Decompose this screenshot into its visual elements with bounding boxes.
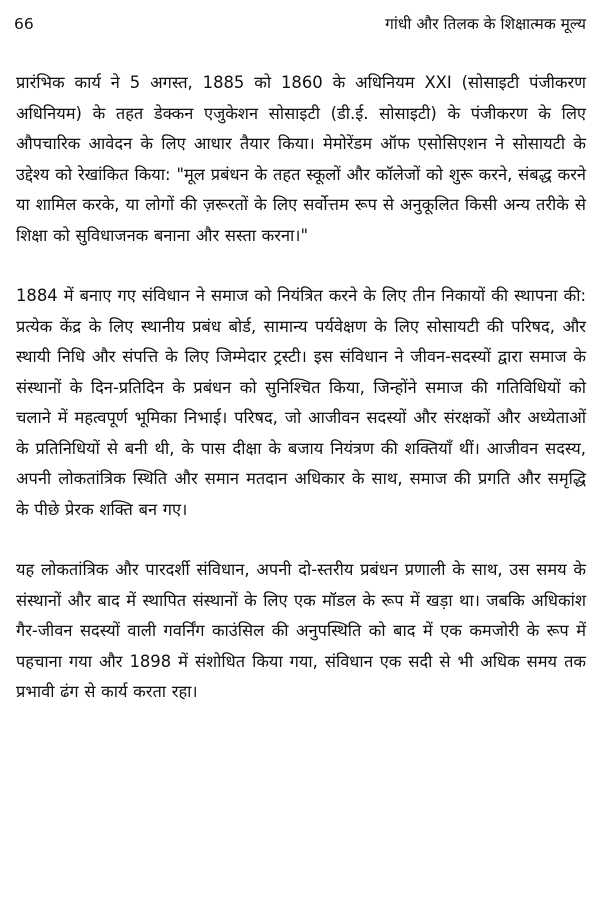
paragraph-3: यह लोकतांत्रिक और पारदर्शी संविधान, अपनी दो-स्तरीय प्रबंधन प्रणाली के साथ, उस समय के संस्थानों और बाद में स्थापित संस्थानों के लिए एक मॉडल के रूप में खड़ा था। जबकि अधिकांश गैर-जीवन सदस्यों वाली गवर्निंग काउंसिल की अनुपस्थिति को बाद में एक कमजोरी के रूप में पहचाना गया और 1898 में संशोधित किया गया, संविधान एक सदी से भी अधिक समय तक प्रभावी ढंग से कार्य करता रहा।: [16, 560, 586, 701]
page-number: 66: [14, 15, 34, 33]
body-text: [16, 68, 586, 708]
paragraph-1: प्रारंभिक कार्य ने 5 अगस्त, 1885 को 1860 के अधिनियम XXI (सोसाइटी पंजीकरण अधिनियम) के तहत डेक्कन एजुकेशन सोसाइटी (डी.ई. सोसाइटी) के पंजीकरण के लिए औपचारिक आवेदन के लिए आधार तैयार किया। मेमोरेंडम ऑफ एसोसिएशन ने सोसायटी के उद्देश्य को रेखांकित किया: "मूल प्रबंधन के तहत स्कूलों और कॉलेजों को शुरू करने, संबद्ध करने या शामिल करके, या लोगों की ज़रूरतों के लिए सर्वोत्तम रूप से अनुकूलित किसी अन्य तरीके से शिक्षा को सुविधाजनक बनाना और सस्ता करना।": [16, 73, 586, 245]
running-title: गांधी और तिलक के शिक्षात्मक मूल्य: [385, 15, 586, 33]
page-header: [14, 10, 586, 38]
paragraph-2: 1884 में बनाए गए संविधान ने समाज को नियंत्रित करने के लिए तीन निकायों की स्थापना की: प्रत्येक केंद्र के लिए स्थानीय प्रबंध बोर्ड, सामान्य पर्यवेक्षण के लिए सोसायटी की परिषद, और स्थायी निधि और संपत्ति के लिए जिम्मेदार ट्रस्टी। इस संविधान ने जीवन-सदस्यों द्वारा समाज के संस्थानों के दिन-प्रतिदिन के प्रबंधन को सुनिश्चित किया, जिन्होंने समाज की गतिविधियों को चलाने में महत्वपूर्ण भूमिका निभाई। परिषद, जो आजीवन सदस्यों और संरक्षकों और अध्येताओं के प्रतिनिधियों से बनी थी, के पास दीक्षा के बजाय नियंत्रण की शक्तियाँ थीं। आजीवन सदस्य, अपनी लोकतांत्रिक स्थिति और समान मतदान अधिकार के साथ, समाज की प्रगति और समृद्धि के पीछे प्रेरक शक्ति बन गए।: [16, 286, 586, 519]
